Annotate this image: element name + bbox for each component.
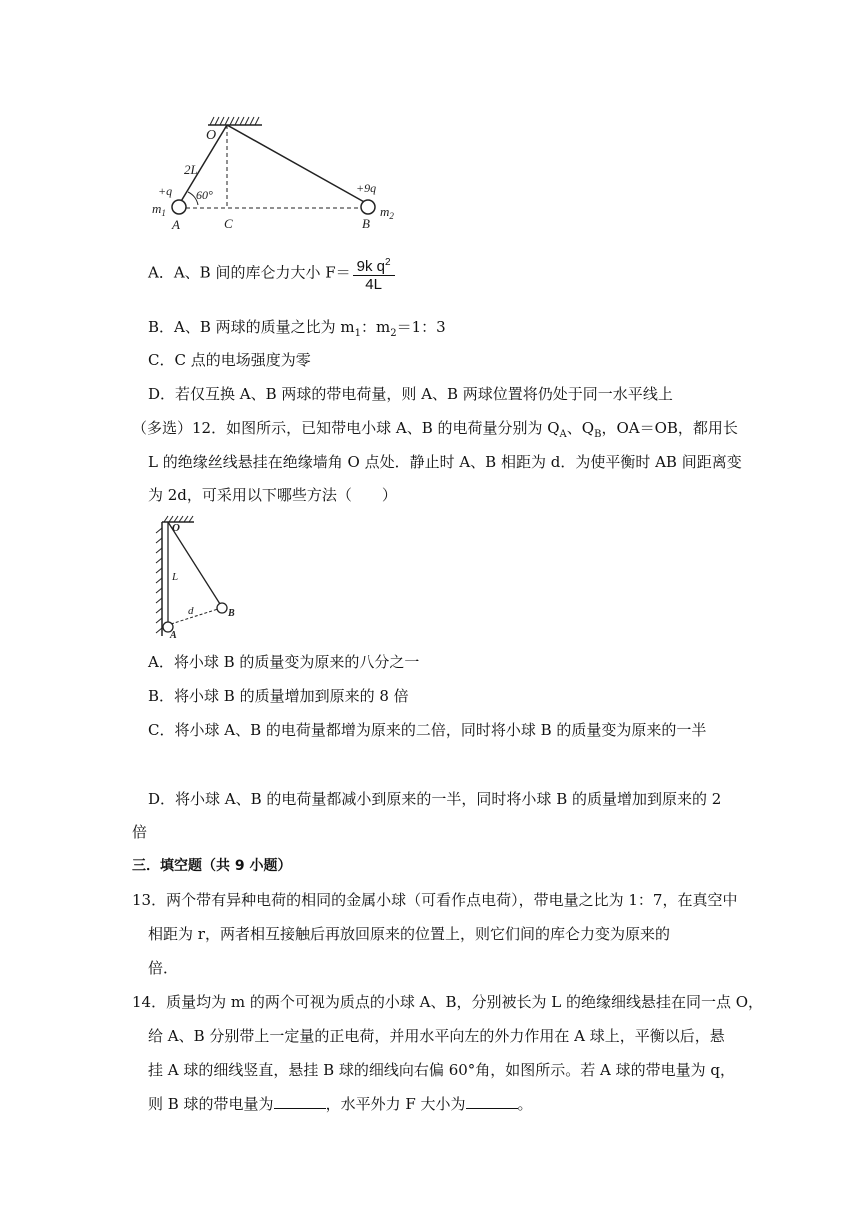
label-l: L [172, 571, 179, 583]
q12-option-d-line1: D．将小球 A、B 的电荷量都减小到原来的一半，同时将小球 B 的质量增加到原来的 2 [148, 790, 722, 808]
q12-stem-line1: （多选）12．如图所示，已知带电小球 A、B 的电荷量分别为 $Q_A$、$Q_B$，OA＝OB，都用长 [132, 419, 738, 440]
q14-line3: 挂 A 球的细线竖直，悬挂 B 球的细线向右偏 60°角，如图所示。若 A 球的带电量为 q， [148, 1061, 736, 1079]
q11-option-d: D．若仅互换 A、B 两球的带电荷量，则 A、B 两球位置将仍处于同一水平线上 [148, 385, 673, 403]
answer-blank-force[interactable] [466, 1094, 518, 1109]
figure-wall-corner-balls [150, 514, 250, 640]
q12-option-b: B．将小球 B 的质量增加到原来的 8 倍 [148, 687, 409, 705]
label-m1: $m_1$ [152, 201, 166, 218]
label-d: d [188, 605, 194, 617]
label-plus-q: +q [158, 184, 173, 198]
q11-option-a: A．A、B 间的库仑力大小 F＝ $\frac{9k q^2}{4L}$ [148, 254, 395, 293]
label-m2: $m_2$ [380, 204, 394, 221]
label-b: B [228, 608, 235, 619]
label-o: O [172, 522, 180, 534]
q12-option-c: C．将小球 A、B 的电荷量都增为原来的二倍，同时将小球 B 的质量变为原来的一半 [148, 721, 707, 739]
q12-stem-line2: L 的绝缘丝线悬挂在绝缘墙角 O 点处．静止时 A、B 相距为 d．为使平衡时 AB 间距离变 [148, 453, 742, 471]
q12-stem-line3: 为 2d，可采用以下哪些方法（ ） [148, 486, 397, 504]
coulomb-force-fraction: $\frac{9k q^2}{4L}$ [353, 254, 395, 293]
q12-option-a: A．将小球 B 的质量变为原来的八分之一 [148, 653, 420, 671]
label-60-degrees: 60° [196, 188, 213, 202]
q11-option-c: C．C 点的电场强度为零 [148, 351, 311, 369]
ball-b [217, 603, 227, 613]
answer-blank-b-charge[interactable] [274, 1094, 326, 1109]
label-a: A [170, 630, 177, 640]
label-plus-9q: +9q [356, 181, 377, 195]
q13-line2: 相距为 r，两者相互接触后再放回原来的位置上，则它们间的库仑力变为原来的 [148, 925, 670, 943]
label-c: C [224, 216, 233, 231]
section-heading: 三．填空题（共 9 小题） [132, 858, 292, 874]
q14-line2: 给 A、B 分别带上一定量的正电荷，并用水平向左的外力作用在 A 球上，平衡以后，悬 [148, 1027, 725, 1045]
q14-line4: 则 B 球的带电量为 ，水平外力 F 大小为 。 [148, 1095, 533, 1113]
ball-a [172, 200, 186, 214]
q13-line1: 13．两个带有异种电荷的相同的金属小球（可看作点电荷），带电量之比为 1：7，在真空中 [132, 891, 738, 909]
label-2l: 2L [184, 162, 198, 177]
q14-line1: 14．质量均为 m 的两个可视为质点的小球 A、B，分别被长为 L 的绝缘细线悬挂在同一点 O， [132, 993, 764, 1011]
q11-option-b: B．A、B 两球的质量之比为 $m_1$：$m_2=1$：3 [148, 318, 446, 339]
figure-charged-balls-horizontal [140, 108, 410, 236]
label-b: B [362, 216, 370, 231]
ball-b [361, 200, 375, 214]
label-o: O [206, 128, 217, 143]
label-a: A [172, 217, 180, 232]
q12-option-d-line2: 倍 [132, 823, 148, 841]
q13-line3: 倍． [148, 959, 179, 977]
